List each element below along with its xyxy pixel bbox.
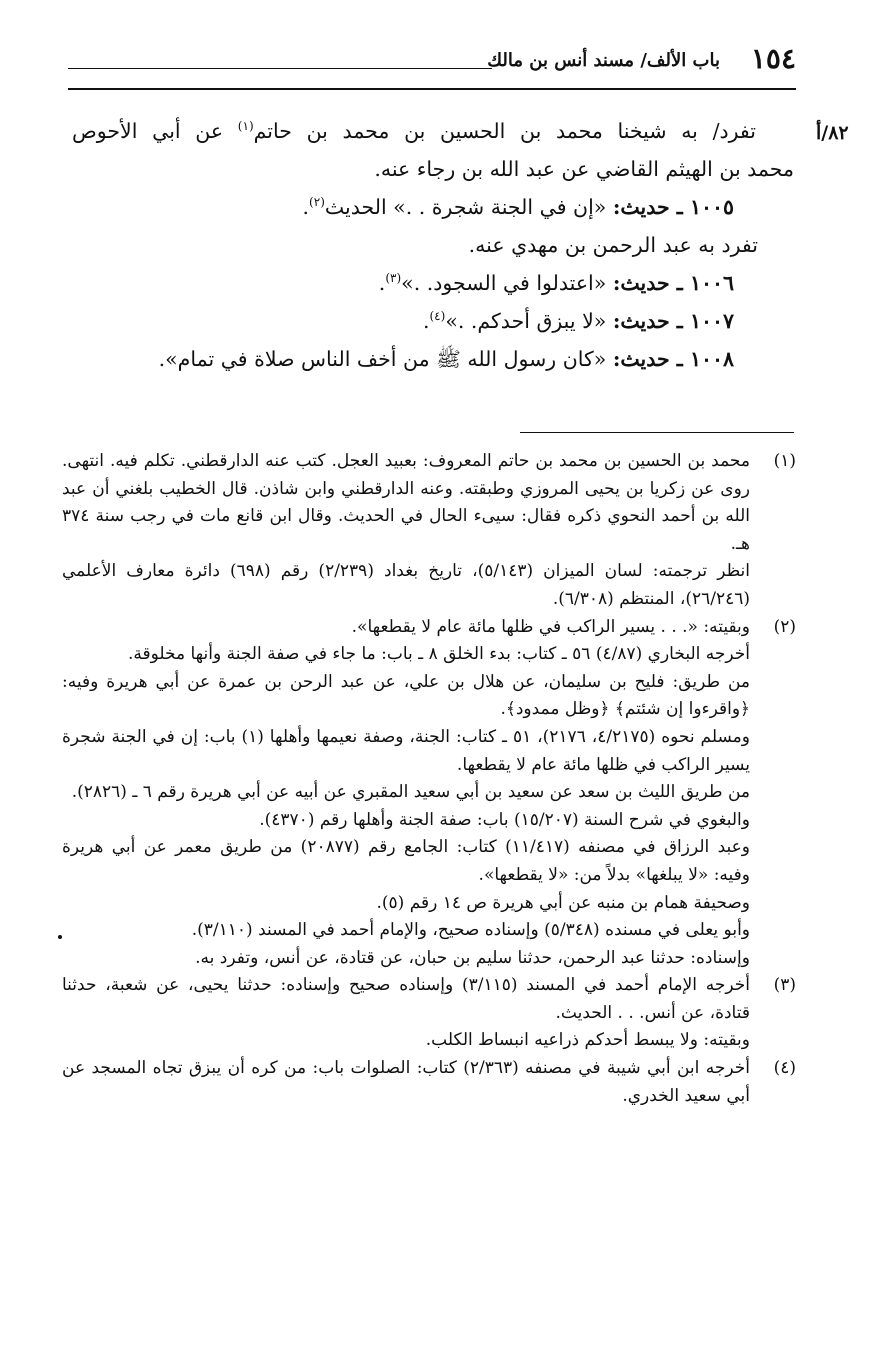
- footnote-paragraph: من طريق: فليح بن سليمان، عن هلال بن علي، عن عبد الرحن بن عمرة عن أبي هريرة وفيه: ﴿واقرءوا إن شئتم﴾ ﴿وظل ممدود﴾.: [62, 671, 750, 720]
- footnote-1: [62, 448, 796, 614]
- intro-line-2: محمد بن الهيثم القاضي عن عبد الله بن رجاء عنه.: [374, 157, 794, 181]
- hadith-text: «إن في الجنة شجرة . .» الحديث: [324, 195, 613, 219]
- footnote-paragraph: وبقيته: ولا يبسط أحدكم ذراعيه انبساط الكلب.: [425, 1030, 750, 1051]
- footnotes: [62, 448, 796, 1110]
- footnote-ref-3: (٣): [385, 271, 402, 286]
- footnote-paragraph: أخرجه الإمام أحمد في المسند (٣/١١٥) وإسناده صحيح وإسناده: حدثنا يحيى، عن شعبة، حدثنا قتادة، عن أنس. . . الحديث.: [62, 975, 750, 1023]
- hadith-text: «كان رسول الله ﷺ من أخف الناس صلاة في تمام».: [158, 347, 613, 371]
- footnote-ref-1: (١): [237, 119, 254, 134]
- tafarrud-line: تفرد به عبد الرحمن بن مهدي عنه.: [468, 233, 758, 257]
- hadith-text: «لا يبزق أحدكم. .»: [445, 309, 613, 333]
- footnote-ref-2: (٢): [309, 195, 325, 210]
- footnote-ref-4: (٤): [429, 309, 446, 324]
- manuscript-folio-ref: ٨٢/أ: [816, 122, 849, 144]
- hadith-number: ١٠٠٦ ـ حديث:: [612, 271, 734, 295]
- footnote-number: (١): [773, 451, 796, 471]
- hadith-1005: ١٠٠٥ ـ حديث: «إن في الجنة شجرة . .» الحديث$^{(٢)}$.: [302, 195, 734, 219]
- footnote-paragraph: ومسلم نحوه (٤/٢١٧٥، ٢١٧٦)، ٥١ ـ كتاب: الجنة، وصفة نعيمها وأهلها (١) باب: إن في الجنة شجرة يسير الراكب في ظلها مائة عام لا يقطعها.: [62, 726, 750, 775]
- running-header: [68, 42, 796, 82]
- footnote-paragraph: انظر ترجمته: لسان الميزان (٥/١٤٣)، تاريخ بغداد (٢/٢٣٩) رقم (٦٩٨) دائرة معارف الأعلمي (٢٦/٢٤٦)، المنتظم (٦/٣٠٨).: [62, 561, 750, 609]
- hadith-text: «اعتدلوا في السجود. .»: [401, 271, 613, 295]
- header-rule: [68, 88, 796, 90]
- header-leader-line: [68, 68, 492, 69]
- intro-line-1: [72, 112, 794, 150]
- footnote-4: [62, 1055, 796, 1110]
- footnote-paragraph: أخرجه ابن أبي شيبة في مصنفه (٢/٣٦٣) كتاب: الصلوات باب: من كره أن يبزق تجاه المسجد عن أبي سعيد الخدري.: [62, 1058, 750, 1106]
- footnote-paragraph: وأبو يعلى في مسنده (٥/٣٤٨) وإسناده صحيح، والإمام أحمد في المسند (٣/١١٠).: [191, 920, 750, 941]
- footnote-number: (٣): [773, 975, 796, 996]
- footnote-number: (٤): [773, 1058, 796, 1079]
- hadith-1008: [72, 340, 794, 378]
- hadith-number: ١٠٠٨ ـ حديث:: [612, 347, 734, 371]
- footnote-3: [62, 972, 796, 1055]
- footnote-paragraph: من طريق الليث بن سعد عن سعيد بن أبي سعيد المقبري عن أبيه عن أبي هريرة رقم ٦ ـ (٢٨٢٦).: [71, 782, 750, 803]
- footnote-separator: [520, 432, 794, 433]
- main-text: [72, 112, 794, 378]
- footnote-paragraph: والبغوي في شرح السنة (١٥/٢٠٧) باب: صفة الجنة وأهلها رقم (٤٣٧٠).: [259, 809, 750, 830]
- hadith-1006: ١٠٠٦ ـ حديث: «اعتدلوا في السجود. .»$^{(٣)}$.: [378, 271, 734, 295]
- intro-text-end: عن أبي الأحوص: [72, 119, 238, 143]
- footnote-paragraph: أخرجه البخاري (٤/٨٧) ٥٦ ـ كتاب: بدء الخلق ٨ ـ باب: ما جاء في صفة الجنة وأنها مخلوقة.: [127, 644, 750, 665]
- footnote-2: [62, 614, 796, 973]
- section-title: باب الألف/ مسند أنس بن مالك: [487, 50, 720, 71]
- hadith-1007: ١٠٠٧ ـ حديث: «لا يبزق أحدكم. .»$^{(٤)}$.: [422, 309, 734, 333]
- footnote-paragraph: وبقيته: «. . . يسير الراكب في ظلها مائة عام لا يقطعها».: [351, 616, 750, 637]
- hadith-number: ١٠٠٥ ـ حديث:: [612, 195, 734, 219]
- footnote-number: (٢): [773, 616, 796, 637]
- hadith-number: ١٠٠٧ ـ حديث:: [612, 309, 734, 333]
- footnote-paragraph: وصحيفة همام بن منبه عن أبي هريرة ص ١٤ رقم (٥).: [376, 892, 750, 913]
- footnote-paragraph: وعبد الرزاق في مصنفه (١١/٤١٧) كتاب: الجامع رقم (٢٠٨٧٧) من طريق معمر عن أبي هريرة وفيه: «لا يبلغها» بدلاً من: «لا يقطعها».: [62, 837, 751, 885]
- page-number: ١٥٤: [750, 42, 796, 75]
- footnote-paragraph: وإسناده: حدثنا عبد الرحمن، حدثنا سليم بن حبان، عن قتادة، عن أنس، وتفرد به.: [195, 947, 750, 968]
- intro-text: تفرد/ به شيخنا محمد بن الحسين بن محمد بن حاتم: [253, 119, 756, 143]
- scan-speck: [58, 935, 62, 939]
- footnote-paragraph: محمد بن الحسين بن محمد بن حاتم المعروف: بعبيد العجل. كتب عنه الدارقطني. تكلم فيه. انتهى. روى عن زكريا بن يحيى المروزي وطبقته. وعنه الدارقطني وابن شاذن. قال الخطيب بلغني أن عبد الله بن أحمد النحوي ذكره فقال: سيىء الحال في الحديث. وقال ابن قانع مات في رجب سنة ٣٧٤ هـ.: [62, 451, 750, 554]
